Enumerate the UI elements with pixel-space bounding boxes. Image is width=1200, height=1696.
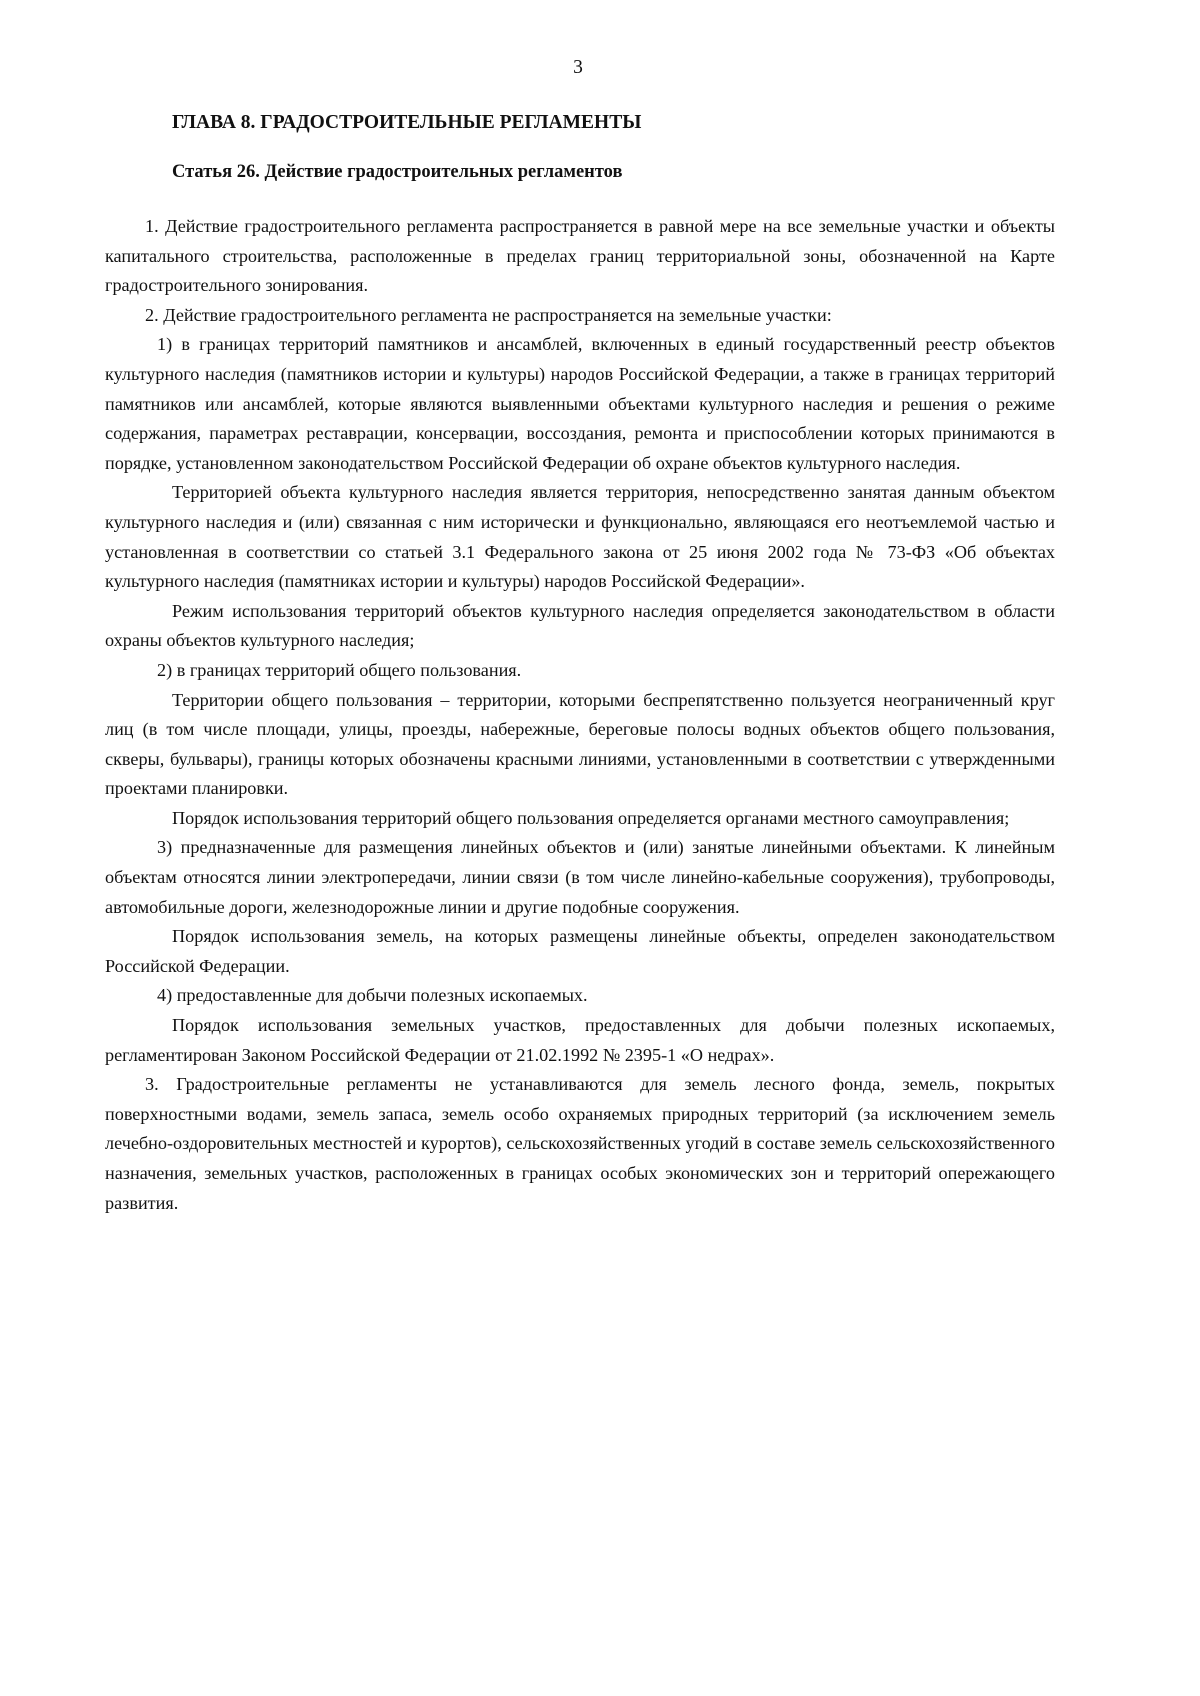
paragraph-item-4: 4) предоставленные для добычи полезных ископаемых.: [157, 985, 588, 1006]
paragraph-clause-1: 1. Действие градостроительного регламента распространяется в равной мере на все земельные участки и объекты капитального строительства, расположенные в пределах границ территориальной зоны, обозначенной на Карте градостроительного зонирования.: [105, 216, 1055, 296]
paragraph-item-1: 1) в границах территорий памятников и ансамблей, включенных в единый государственный реестр объектов культурного наследия (памятников истории и культуры) народов Российской Федерации, а также в границах территорий памятников или ансамблей, которые являются выявленными объектами культурного наследия и решения о режиме содержания, параметрах реставрации, консервации, воссоздания, ремонта и приспособлении которых принимаются в порядке, установленном законодательством Российской Федерации об охране объектов культурного наследия.: [105, 334, 1055, 473]
document-body: [105, 212, 1055, 1218]
paragraph-linear-objects-order: Порядок использования земель, на которых размещены линейные объекты, определен законодательством Российской Федерации.: [105, 926, 1055, 976]
paragraph-item-3: 3) предназначенные для размещения линейных объектов и (или) занятые линейными объектами. К линейным объектам относятся линии электропередачи, линии связи (в том числе линейно-кабельные сооружения), трубопроводы, автомобильные дороги, железнодорожные линии и другие подобные сооружения.: [105, 837, 1055, 917]
paragraph-public-territories: Территории общего пользования – территории, которыми беспрепятственно пользуется неограниченный круг лиц (в том числе площади, улицы, проезды, набережные, береговые полосы водных объектов общего пользования, скверы, бульвары), границы которых обозначены красными линиями, установленными в соответствии с утвержденными проектами планировки.: [105, 689, 1055, 799]
paragraph-mineral-order: Порядок использования земельных участков, предоставленных для добычи полезных ископаемых, регламентирован Законом Российской Федерации от 21.02.1992 № 2395-1 «О недрах».: [105, 1015, 1055, 1065]
paragraph-clause-2: 2. Действие градостроительного регламента не распространяется на земельные участки:: [145, 304, 832, 325]
page-number: 3: [573, 57, 583, 78]
paragraph-heritage-territory: Территорией объекта культурного наследия является территория, непосредственно занятая данным объектом культурного наследия и (или) связанная с ним исторически и функционально, являющаяся его неотъемлемой частью и установленная в соответствии со статьей 3.1 Федерального закона от 25 июня 2002 года № 73-ФЗ «Об объектах культурного наследия (памятниках истории и культуры) народов Российской Федерации».: [105, 482, 1055, 592]
paragraph-item-2: 2) в границах территорий общего пользования.: [157, 659, 522, 680]
paragraph-public-use-order: Порядок использования территорий общего пользования определяется органами местного самоуправления;: [172, 807, 1010, 828]
paragraph-heritage-regime: Режим использования территорий объектов культурного наследия определяется законодательством в области охраны объектов культурного наследия;: [105, 600, 1055, 651]
article-heading: Статья 26. Действие градостроительных регламентов: [172, 162, 623, 182]
chapter-heading: ГЛАВА 8. ГРАДОСТРОИТЕЛЬНЫЕ РЕГЛАМЕНТЫ: [172, 112, 642, 133]
paragraph-clause-3: 3. Градостроительные регламенты не устанавливаются для земель лесного фонда, земель, покрытых поверхностными водами, земель запаса, земель особо охраняемых природных территорий (за исключением земель лечебно-оздоровительных местностей и курортов), сельскохозяйственных угодий в составе земель сельскохозяйственного назначения, земельных участков, расположенных в границах особых экономических зон и территорий опережающего развития.: [105, 1074, 1055, 1213]
